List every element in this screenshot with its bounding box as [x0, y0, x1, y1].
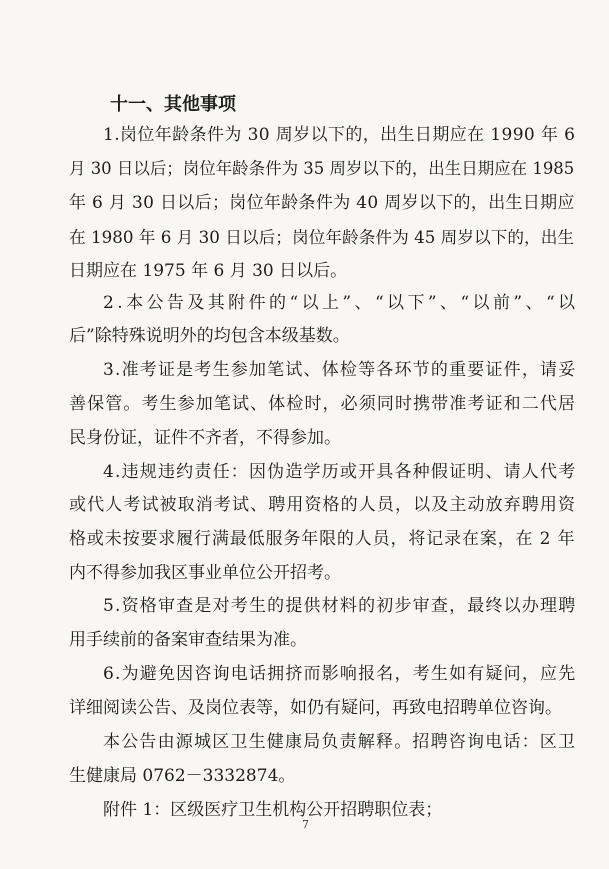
paragraph-line: 用手续前的备案审查结果为准。 [69, 630, 307, 650]
paragraph-line: 年 6 月 30 日以后；岗位年龄条件为 40 周岁以下的，出生日期应 [69, 193, 575, 213]
paragraph-line: 日期应在 1975 年 6 月 30 日以后。 [69, 261, 348, 281]
paragraph-first-line: 4.违规违约责任：因伪造学历或开具各种假证明、请人代考 [103, 462, 577, 482]
paragraph-line: 善保管。考生参加笔试、体检时，必须同时携带准考证和二代居 [69, 394, 577, 414]
paragraph-first-line: 6.为避免因咨询电话拥挤而影响报名，考生如有疑问，应先 [103, 664, 577, 684]
section-heading: 十一、其他事项 [110, 94, 236, 115]
paragraph-line: 内不得参加我区事业单位公开招考。 [69, 563, 341, 583]
paragraph-line: 详细阅读公告、及岗位表等，如仍有疑问，再致电招聘单位咨询。 [69, 698, 562, 718]
paragraph-line: 生健康局 0762－3332874。 [69, 766, 296, 786]
paragraph-first-line: 3.准考证是考生参加笔试、体检等各环节的重要证件，请妥 [103, 360, 577, 380]
paragraph-line: 后”除特殊说明外的均包含本级基数。 [69, 326, 350, 346]
paragraph-first-line: 本公告由源城区卫生健康局负责解释。招聘咨询电话：区卫 [103, 732, 577, 752]
paragraph-line: 民身份证，证件不齐者，不得参加。 [69, 428, 341, 448]
paragraph-first-line: 5.资格审查是对考生的提供材料的初步审查，最终以办理聘 [103, 596, 577, 616]
paragraph-line: 或代人考试被取消考试、聘用资格的人员，以及主动放弃聘用资 [69, 495, 577, 515]
paragraph-first-line: 附件 1：区级医疗卫生机构公开招聘职位表； [103, 800, 443, 820]
page-number: 7 [302, 818, 309, 831]
paragraph-line: 格或未按要求履行满最低服务年限的人员，将记录在案，在 2 年 [69, 529, 576, 549]
paragraph-first-line: 2.本公告及其附件的“以上”、“以下”、“以前”、“以 [103, 293, 579, 313]
paragraph-line: 月 30 日以后；岗位年龄条件为 35 周岁以下的，出生日期应在 1985 [69, 159, 575, 178]
paragraph-line: 在 1980 年 6 月 30 日以后；岗位年龄条件为 45 周岁以下的，出生 [69, 227, 575, 247]
paragraph-first-line: 1.岗位年龄条件为 30 周岁以下的，出生日期应在 1990 年 6 [103, 125, 576, 145]
